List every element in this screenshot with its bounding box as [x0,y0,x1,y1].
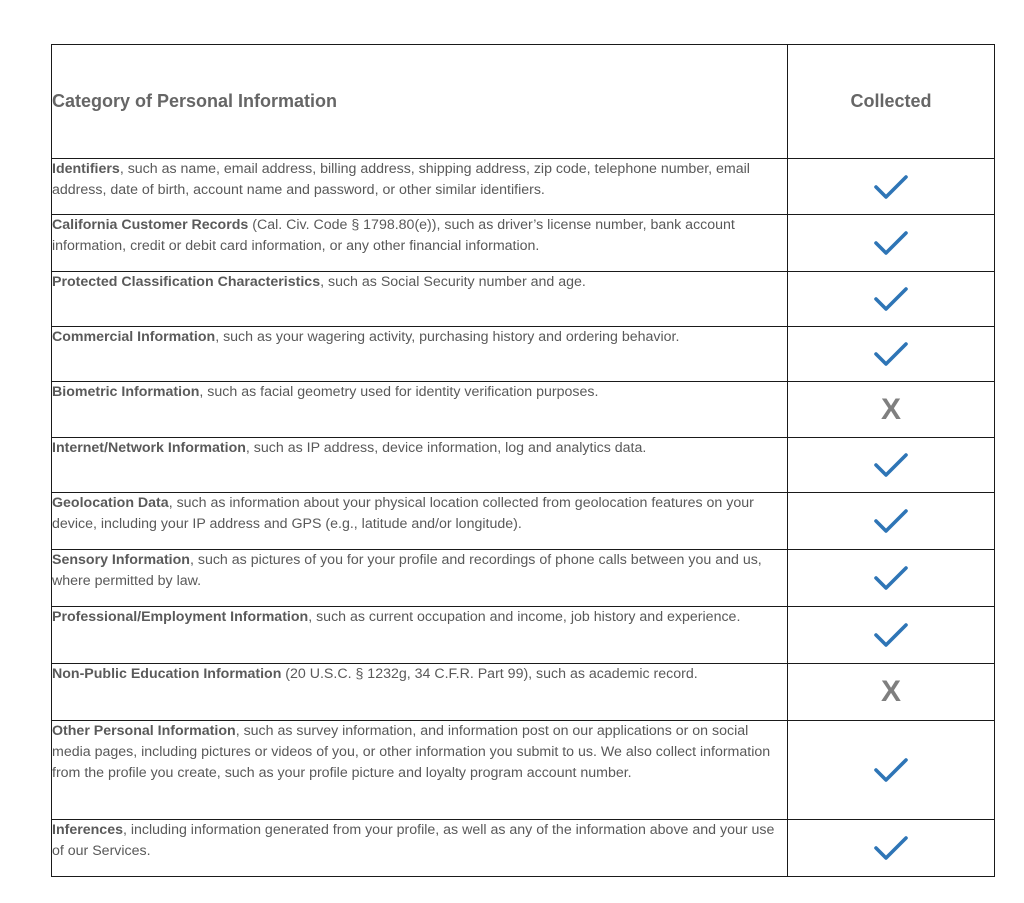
personal-information-table [51,44,995,877]
table-row [52,550,995,607]
table-row [52,327,995,382]
collected-cell [788,607,995,664]
collected-cell [788,382,995,438]
collected-cell [788,664,995,721]
category-title: Professional/Employment Information [52,609,309,625]
collected-cell [788,272,995,327]
table-row [52,438,995,493]
collected-cell [788,438,995,493]
category-cell [52,607,788,664]
check-icon [873,507,909,535]
category-cell [52,327,788,382]
category-cell [52,272,788,327]
table-header-row [52,45,995,159]
category-title: Biometric Information [52,384,200,400]
category-title: Inferences [52,822,123,838]
table-row [52,664,995,721]
category-cell [52,664,788,721]
category-title: Internet/Network Information [52,440,246,456]
table-row [52,382,995,438]
check-icon [873,285,909,313]
category-title: Sensory Information [52,552,190,568]
check-icon [873,834,909,862]
collected-cell [788,550,995,607]
header-category: Category of Personal Information [52,45,788,159]
check-icon [873,229,909,257]
category-title: California Customer Records [52,217,249,233]
category-cell [52,721,788,820]
category-title: Identifiers [52,161,120,177]
category-title: Protected Classification Characteristics [52,274,321,290]
category-cell [52,550,788,607]
category-cell [52,820,788,877]
category-cell [52,493,788,550]
category-description: , such as pictures of you for your profile and recordings of phone calls between you and us, where permitted by law. [52,552,762,589]
table-row [52,159,995,215]
category-description: , such as information about your physical location collected from geolocation features on your device, including your IP address and GPS (e.g., latitude and/or longitude). [52,495,754,532]
category-description: , such as current occupation and income, job history and experience. [308,609,741,625]
category-title: Commercial Information [52,329,216,345]
x-icon: X [880,392,901,426]
category-cell [52,159,788,215]
table-row [52,215,995,272]
category-description: , such as name, email address, billing address, shipping address, zip code, telephone number, email address, date of birth, account name and password, or other similar identifiers. [52,161,750,198]
check-icon [873,756,909,784]
collected-cell [788,327,995,382]
category-description: , such as survey information, and information post on our applications or on social media pages, including pictures or videos of you, or other information you submit to us. We also collect information from the profile you create, such as your profile picture and loyalty program account number. [52,723,771,781]
header-collected: Collected [788,45,995,159]
collected-cell [788,159,995,215]
check-icon [873,621,909,649]
collected-cell [788,820,995,877]
collected-cell [788,721,995,820]
category-description: , such as Social Security number and age. [320,274,586,290]
category-title: Other Personal Information [52,723,236,739]
category-description: , such as IP address, device information, log and analytics data. [245,440,647,456]
category-description: (Cal. Civ. Code § 1798.80(e)), such as driver’s license number, bank account information, credit or debit card information, or any other financial information. [52,217,735,254]
category-description: , such as your wagering activity, purchasing history and ordering behavior. [215,329,680,345]
table-row [52,272,995,327]
check-icon [873,173,909,201]
table-row [52,493,995,550]
category-title: Geolocation Data [52,495,169,511]
x-icon: X [880,675,901,708]
check-icon [873,564,909,592]
category-cell [52,382,788,438]
collected-cell [788,493,995,550]
category-description: (20 U.S.C. § 1232g, 34 C.F.R. Part 99), such as academic record. [281,666,698,682]
category-description: , including information generated from your profile, as well as any of the information above and your use of our Services. [52,822,775,859]
table-row [52,607,995,664]
table-row [52,721,995,820]
category-title: Non-Public Education Information [52,666,282,682]
category-cell [52,438,788,493]
table-row [52,820,995,877]
collected-cell [788,215,995,272]
check-icon [873,340,909,368]
category-description: , such as facial geometry used for identity verification purposes. [199,384,599,400]
category-cell [52,215,788,272]
check-icon [873,451,909,479]
